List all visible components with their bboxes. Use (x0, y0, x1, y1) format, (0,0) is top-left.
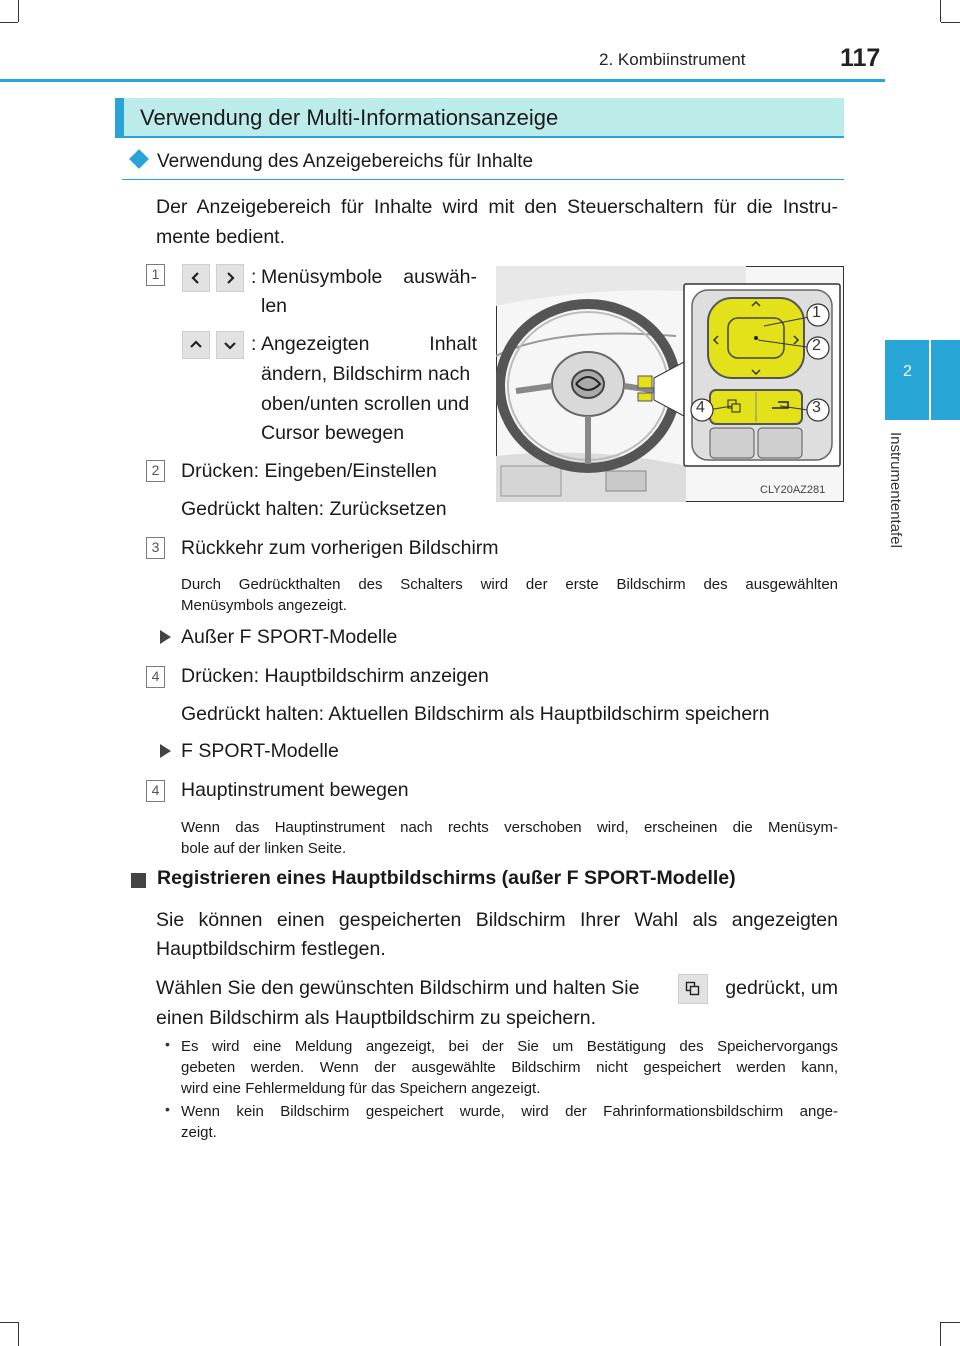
bullet-dot: • (165, 1101, 170, 1117)
header-rule (0, 79, 885, 82)
page-number: 117 (840, 44, 881, 72)
section-heading: Verwendung der Multi-Informationsanzeige (115, 98, 844, 138)
register-p2-after-icon: gedrückt, um (725, 977, 838, 999)
item-4b-note-line-1: Wenn das Hauptinstrument nach rechts verschoben wird, erscheinen die Menüsym- (181, 819, 838, 836)
item-1a-line-2: len (261, 295, 288, 317)
down-arrow-key-icon (216, 331, 244, 359)
crop-mark (940, 1322, 941, 1346)
crop-mark (941, 1322, 960, 1323)
diamond-bullet-icon (129, 149, 149, 169)
crop-mark (18, 0, 19, 22)
item-3-note-line-1: Durch Gedrückthalten des Schalters wird der erste Bildschirm des ausgewählten (181, 576, 838, 593)
crop-mark (0, 1322, 18, 1323)
item-1b-line-1: Angezeigten Inhalt (261, 333, 477, 355)
register-bullet-1-line-2: gebeten werden. Wenn der ausgewählte Bildschirm nicht gespeichert werden kann, (181, 1059, 838, 1076)
register-bullet-1-line-3: wird eine Fehlermeldung für das Speichern angezeigt. (181, 1080, 541, 1097)
running-header-section: 2. Kombiinstrument (599, 50, 746, 69)
crop-mark (940, 0, 941, 22)
register-bullet-1-line-1: Es wird eine Meldung angezeigt, bei der Sie um Bestätigung des Speichervorgangs (181, 1038, 838, 1055)
item-4b-note-line-2: bole auf der linken Seite. (181, 840, 347, 857)
subsection-heading: Verwendung des Anzeigebereichs für Inhalte (157, 151, 534, 172)
register-bullet-2-line-1: Wenn kein Bildschirm gespeichert wurde, wird der Fahrinformationsbildschirm ange- (181, 1103, 838, 1120)
callout-number-icon: 4 (146, 780, 165, 802)
intro-line-1: Der Anzeigebereich für Inhalte wird mit den Steuerschaltern für die Instru- (156, 196, 838, 218)
item-3-note-line-2: Menüsymbols angezeigt. (181, 597, 347, 614)
item-2-press: Drücken: Eingeben/Einstellen (181, 460, 437, 482)
figure-code: CLY20AZ281 (760, 484, 826, 496)
item-1b-line-4: Cursor bewegen (261, 422, 405, 444)
callout-1: 1 (812, 304, 821, 321)
callout-3: 3 (812, 399, 821, 416)
colon: : (251, 333, 257, 355)
triangle-bullet-icon (160, 744, 171, 758)
left-arrow-key-icon (182, 264, 210, 292)
callout-2: 2 (812, 337, 821, 354)
group-heading-non-fsport: Außer F SPORT-Modelle (181, 626, 398, 648)
crop-mark (941, 22, 960, 23)
item-4a-hold: Gedrückt halten: Aktuellen Bildschirm als Hauptbildschirm speichern (181, 703, 770, 725)
item-2-hold: Gedrückt halten: Zurücksetzen (181, 498, 447, 520)
item-1b-line-2: ändern, Bildschirm nach (261, 363, 471, 385)
item-1b-line-3: oben/unten scrollen und (261, 393, 470, 415)
register-heading: Registrieren eines Hauptbildschirms (außer F SPORT-Modelle) (157, 867, 736, 889)
steering-wheel-illustration (496, 266, 844, 502)
callout-number-icon: 1 (146, 264, 165, 286)
register-p2-line-2: einen Bildschirm als Hauptbildschirm zu speichern. (156, 1007, 597, 1029)
crop-mark (0, 22, 18, 23)
register-p1-line-2: Hauptbildschirm festlegen. (156, 938, 386, 960)
triangle-bullet-icon (160, 630, 171, 644)
callout-4: 4 (696, 399, 705, 416)
item-4a-press: Drücken: Hauptbildschirm anzeigen (181, 665, 489, 687)
crop-mark (18, 1322, 19, 1346)
intro-line-2: mente bedient. (156, 226, 286, 248)
chapter-tab-number: 2 (903, 363, 912, 380)
item-4b-text: Hauptinstrument bewegen (181, 779, 409, 801)
subsection-rule (122, 179, 844, 180)
item-1a-line-1: Menüsymbole auswäh- (261, 266, 477, 288)
register-p2-before-icon: Wählen Sie den gewünschten Bildschirm und halten Sie (156, 977, 640, 999)
chapter-tab-label: Instrumententafel (887, 432, 904, 548)
item-3-text: Rückkehr zum vorherigen Bildschirm (181, 537, 499, 559)
callout-number-icon: 3 (146, 537, 165, 559)
up-arrow-key-icon (182, 331, 210, 359)
callout-number-icon: 2 (146, 460, 165, 482)
right-arrow-key-icon (216, 264, 244, 292)
group-heading-fsport: F SPORT-Modelle (181, 740, 339, 762)
register-p1-line-1: Sie können einen gespeicherten Bildschirm Ihrer Wahl als angezeigten (156, 909, 838, 931)
register-bullet-2-line-2: zeigt. (181, 1124, 217, 1141)
callout-number-icon: 4 (146, 666, 165, 688)
bullet-dot: • (165, 1036, 170, 1052)
square-bullet-icon (131, 873, 146, 888)
home-screen-key-icon (678, 974, 708, 1004)
colon: : (251, 266, 257, 288)
